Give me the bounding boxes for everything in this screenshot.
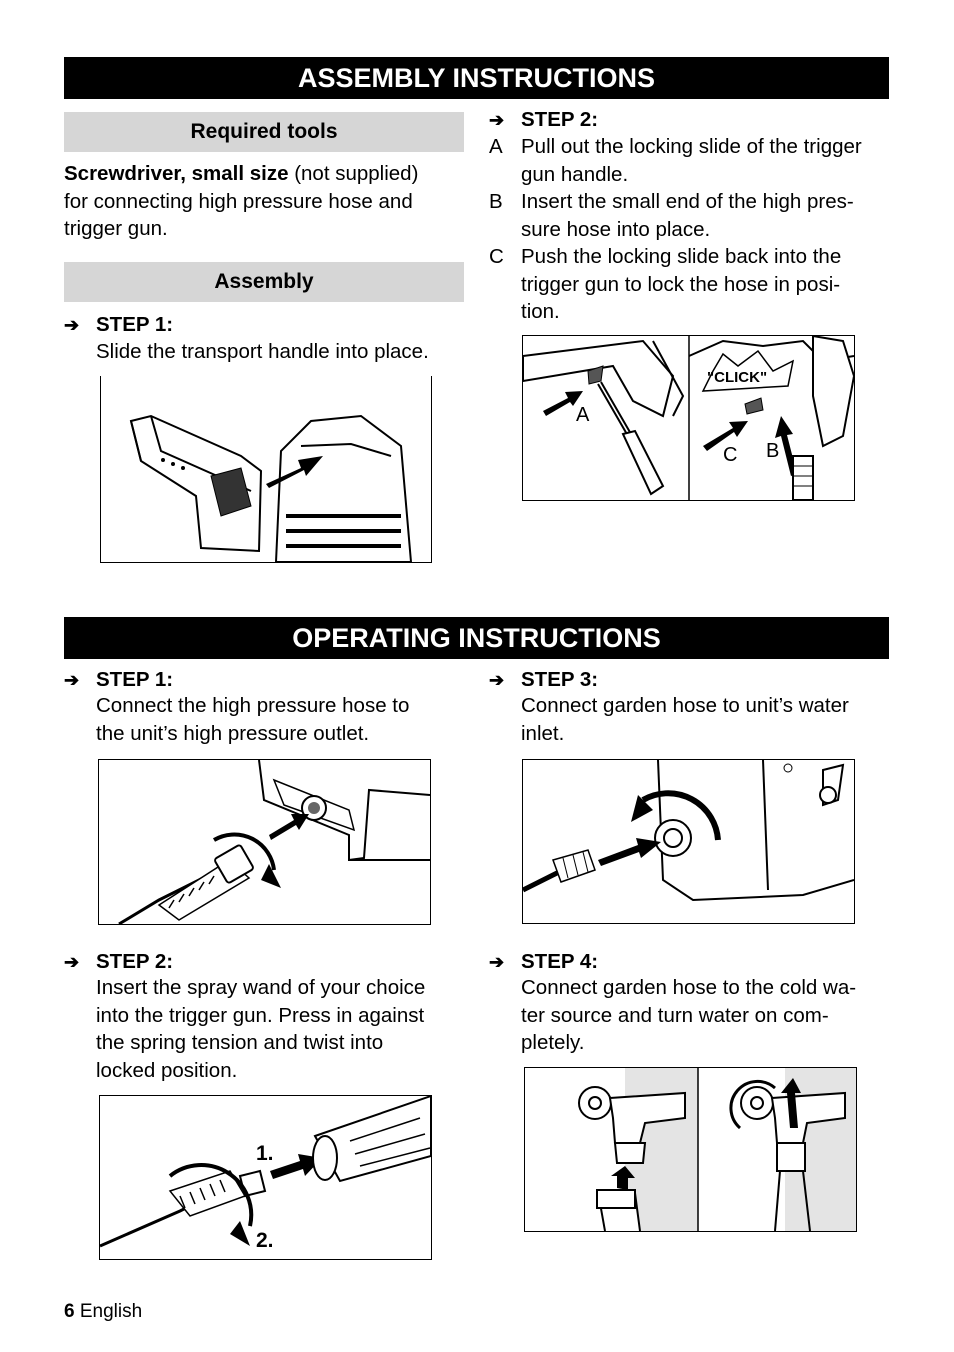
operating-step4-text: Connect garden hose to the cold wa- ter source and turn water on com- pletely. <box>521 976 857 1054</box>
right-arrow-icon: ➔ <box>64 952 80 972</box>
water-source-figure <box>524 1067 857 1232</box>
right-arrow-icon: ➔ <box>489 670 505 690</box>
operating-step3-label: ➔ STEP 3: <box>489 666 598 694</box>
right-arrow-icon: ➔ <box>489 952 505 972</box>
assembly-step1-text: Slide the transport handle into place. <box>96 340 429 363</box>
assembly-step1-label: ➔ STEP 1: <box>64 311 173 339</box>
required-tools-line3: trigger gun. <box>64 217 168 240</box>
operating-title: OPERATING INSTRUCTIONS <box>64 617 889 659</box>
required-tools-line2: for connecting high pressure hose and <box>64 189 413 213</box>
assembly-step2-item-a: A Pull out the locking slide of the trigger gun handle. <box>489 135 862 186</box>
click-label: "CLICK" <box>707 369 768 386</box>
footer-language: English <box>79 1301 143 1322</box>
page-number: 6 <box>64 1301 75 1322</box>
spray-wand-figure <box>99 1095 432 1260</box>
water-inlet-figure <box>522 759 855 924</box>
operating-step1-text: Connect the high pressure hose to the unit’s high pressure outlet. <box>96 694 410 745</box>
fig-label-1: 1. <box>256 1142 274 1165</box>
required-tools-heading: Required tools <box>64 112 464 152</box>
operating-step4-label: ➔ STEP 4: <box>489 948 598 976</box>
trigger-gun-figure <box>522 335 855 501</box>
fig-label-b: B <box>766 440 780 462</box>
assembly-heading: Assembly <box>64 262 464 302</box>
fig-label-2: 2. <box>256 1229 274 1252</box>
required-tools-rest: (not supplied) <box>288 162 419 185</box>
right-arrow-icon: ➔ <box>64 670 80 690</box>
operating-step2-text: Insert the spray wand of your choice into the trigger gun. Press in against the spring tension and twist into locked position. <box>96 976 426 1082</box>
assembly-title: ASSEMBLY INSTRUCTIONS <box>64 57 889 99</box>
transport-handle-figure <box>100 376 432 563</box>
right-arrow-icon: ➔ <box>64 315 80 335</box>
assembly-step2-label: ➔ STEP 2: <box>489 106 598 134</box>
operating-step2-label: ➔ STEP 2: <box>64 948 173 976</box>
fig-label-a: A <box>576 404 590 426</box>
page-footer <box>64 1301 142 1323</box>
operating-step3-text: Connect garden hose to unit’s water inlet. <box>521 694 849 745</box>
hp-outlet-figure <box>98 759 431 925</box>
required-tools-bold: Screwdriver, small size <box>64 162 289 185</box>
assembly-step2-item-c: C Push the locking slide back into the trigger gun to lock the hose in posi- tion. <box>489 245 842 323</box>
fig-label-c: C <box>723 444 738 466</box>
operating-step1-label: ➔ STEP 1: <box>64 666 173 694</box>
assembly-step2-item-b: B Insert the small end of the high pres- sure hose into place. <box>489 190 854 241</box>
required-tools-text <box>64 160 464 243</box>
right-arrow-icon: ➔ <box>489 110 505 130</box>
